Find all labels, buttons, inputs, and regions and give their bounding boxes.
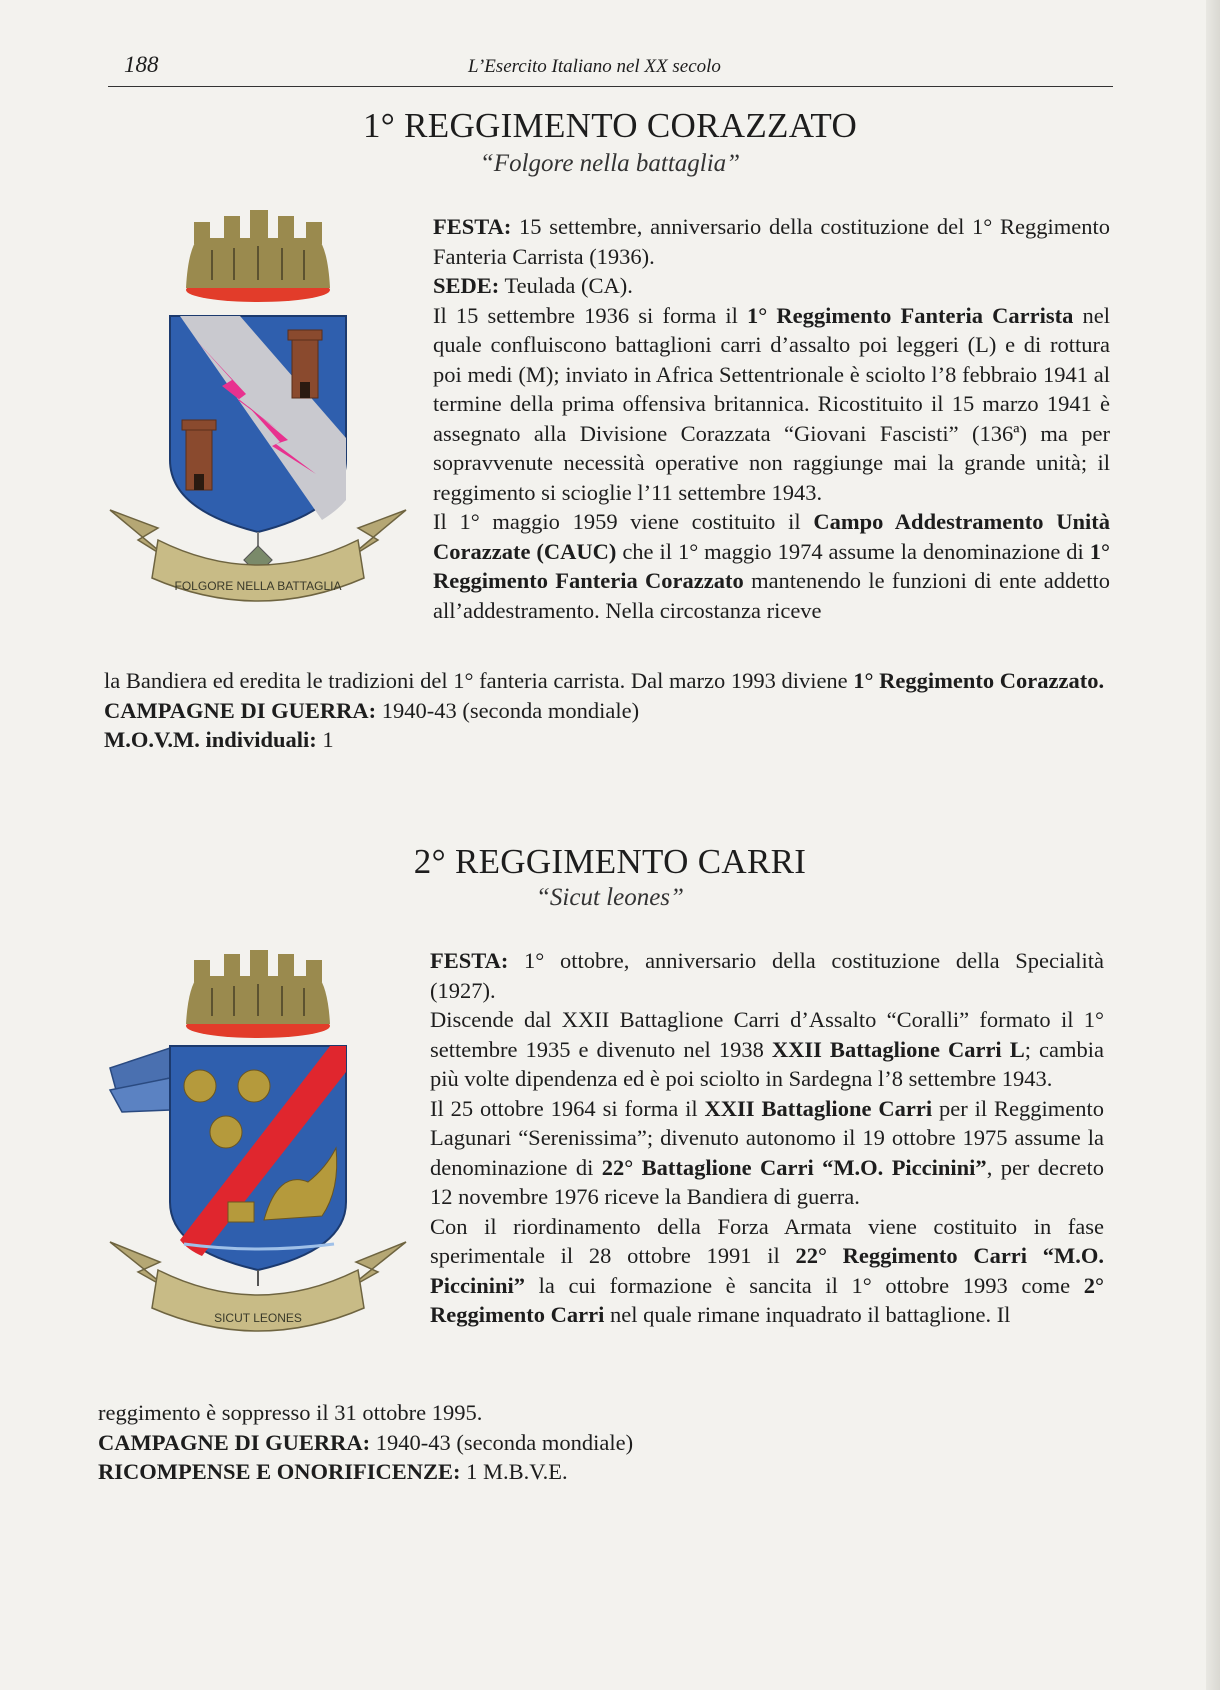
running-head xyxy=(108,50,1113,87)
page-edge xyxy=(1206,0,1220,1690)
section-2-para-3: Con il riordinamento della Forza Armata viene costituito in fase sperimentale il 28 ottobre 1991 il 22° Reggimento Carri “M.O. Piccinini” la cui formazione è sancita il 1° ottobre 1993 come 2° Reggimento Carri nel quale rimane inquadrato il battaglione. Il xyxy=(430,1213,1104,1327)
section-1-footer xyxy=(104,666,1110,755)
section-1-campagne: CAMPAGNE DI GUERRA: 1940-43 (seconda mondiale) xyxy=(104,697,640,723)
section-2-campagne: CAMPAGNE DI GUERRA: 1940-43 (seconda mondiale) xyxy=(98,1429,634,1455)
mural-crown-icon xyxy=(186,210,330,302)
coat-of-arms-2 xyxy=(108,950,408,1350)
section-1-title: 1° REGGIMENTO CORAZZATO xyxy=(362,106,858,145)
section-1-para-3: la Bandiera ed eredita le tradizioni del 1° fanteria carrista. Dal marzo 1993 diviene 1° Reggimento Corazzato. xyxy=(104,668,1105,693)
section-2-ricompense: RICOMPENSE E ONORIFICENZE: 1 M.B.V.E. xyxy=(98,1459,568,1484)
section-2-para-4: reggimento è soppresso il 31 ottobre 1995. xyxy=(98,1400,483,1425)
section-1-para-1: Il 15 settembre 1936 si forma il 1° Reggimento Fanteria Carrista nel quale confluiscono battaglioni carri d’assalto poi leggeri (L) e di rottura poi medi (M); inviato in Africa Settentrionale è sciolto l’8 febbraio 1941 al termine della prima offensiva britannica. Ricostituito il 15 marzo 1941 è assegnato alla Divisione Corazzata “Giovani Fascisti” (136ª) ma per sopravvenute necessità operative non raggiunge mai la grande unità; il reggimento si scioglie l’11 settembre 1943. xyxy=(433,302,1110,505)
mural-crown-icon xyxy=(186,950,330,1038)
section-2-footer xyxy=(98,1398,1104,1487)
section-1-movm: M.O.V.M. individuali: 1 xyxy=(104,727,334,752)
shield-1-icon xyxy=(170,316,346,532)
section-1-motto: “Folgore nella battaglia” xyxy=(479,150,741,177)
scroll-2-text: SICUT LEONES xyxy=(214,1311,302,1325)
section-2-para-2: Il 25 ottobre 1964 si forma il XXII Battaglione Carri per il Reggimento Lagunari “Serenissima”; divenuto autonomo il 19 ottobre 1975 assume la denominazione di 22° Battaglione Carri “M.O. Piccinini”, per decreto 12 novembre 1976 riceve la Bandiera di guerra. xyxy=(430,1095,1105,1209)
shield-2-icon xyxy=(170,1046,346,1270)
scroll-1-text: FOLGORE NELLA BATTAGLIA xyxy=(174,579,342,593)
section-2-para-1: Discende dal XXII Battaglione Carri d’Assalto “Coralli” formato il 1° settembre 1935 e divenuto nel 1938 XXII Battaglione Carri L; cambia più volte dipendenza ed è poi sciolto in Sardegna l’8 settembre 1943. xyxy=(430,1007,1104,1091)
section-1-para-2: Il 1° maggio 1959 viene costituito il Campo Addestramento Unità Corazzate (CAUC) che il 1° maggio 1974 assume la denominazione di 1° Reggimento Fanteria Corazzato mantenendo le funzioni di ente addetto all’addestramento. Nella circostanza riceve xyxy=(433,509,1111,623)
section-1-body xyxy=(433,212,1110,625)
section-2-title: 2° REGGIMENTO CARRI xyxy=(413,842,807,881)
section-1-festa: FESTA: 15 settembre, anniversario della costituzione del 1° Reggimento Fanteria Carrista (1936). xyxy=(433,214,1110,269)
section-2-motto: “Sicut leones” xyxy=(536,884,684,911)
section-2-body xyxy=(430,946,1104,1330)
page-number: 188 xyxy=(124,52,159,77)
book-title: L’Esercito Italiano nel XX secolo xyxy=(468,56,721,77)
section-1-sede: SEDE: Teulada (CA). xyxy=(433,273,633,298)
coat-of-arms-1 xyxy=(108,210,408,650)
section-2-festa: FESTA: 1° ottobre, anniversario della costituzione della Specialità (1927). xyxy=(430,948,1104,1003)
